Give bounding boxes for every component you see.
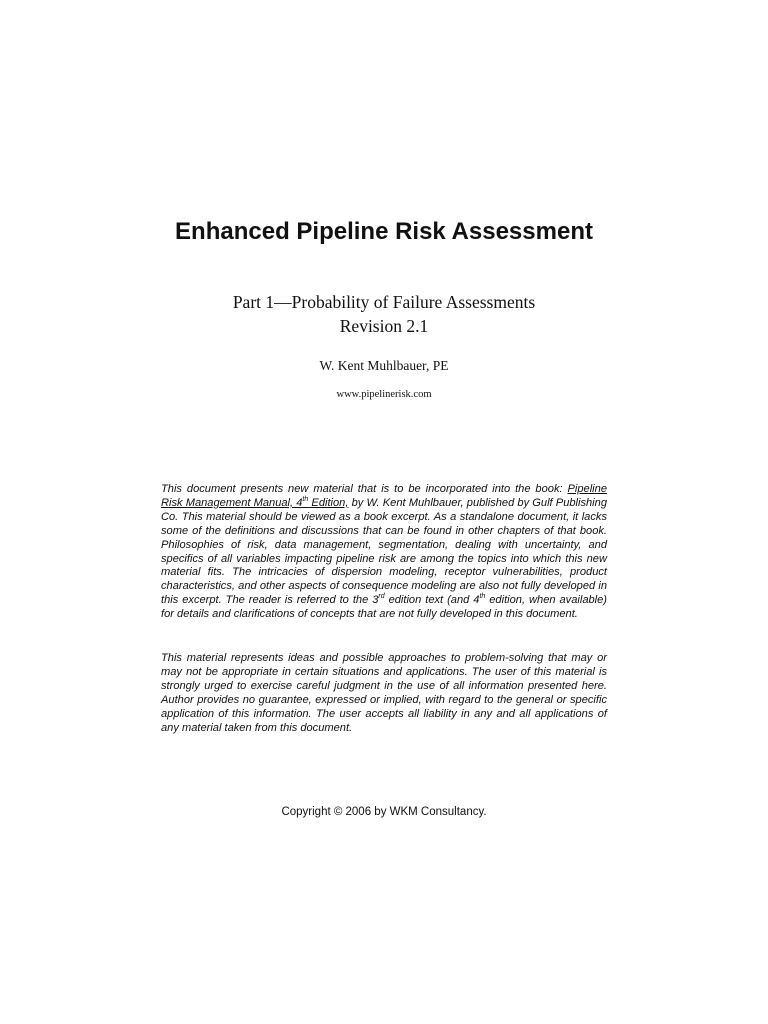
document-title: Enhanced Pipeline Risk Assessment <box>175 218 593 245</box>
paragraph-middle: edition text (and 4 <box>384 594 480 607</box>
author-name: W. Kent Muhlbauer, PE <box>319 358 449 373</box>
paragraph-body: by W. Kent Muhlbauer, published by Gulf Publishing Co. This material should be viewed as a book excerpt. As a standalone document, it lacks some of the definitions and discussions that can be found in other chapters of that book. Philosophies of risk, data management, segmentation, dealing with uncertainty, and specifics of all variables impacting pipeline risk are among the topics into which this new material fits. The intricacies of dispersion modeling, receptor vulnerabilities, product characteristics, and other aspects of consequence modeling are also not fully developed in this excerpt. The reader is referred to the 3 <box>161 496 607 607</box>
paragraph-end: edition, when available) for details and clarifications of concepts that are not fully developed in this document. <box>161 594 607 621</box>
book-title-text: Pipeline Risk Management Manual, 4 <box>161 483 607 509</box>
subtitle-revision: Revision 2.1 <box>339 316 429 336</box>
book-title-end: Edition, <box>308 496 349 509</box>
superscript-rd: rd <box>378 593 385 601</box>
book-title-superscript: th <box>302 495 309 503</box>
intro-text: This document presents new material that is to be incorporated into the book: <box>161 483 568 495</box>
document-subtitle <box>0 290 768 338</box>
subtitle-part: Part 1—Probability of Failure Assessments <box>232 292 536 312</box>
superscript-th: th <box>479 593 486 601</box>
disclaimer-paragraph: This material represents ideas and possible approaches to problem-solving that may or may not be appropriate in certain situations and applications. The user of this material is strongly urged to exercise careful judgment in the use of all information presented here. Author provides no guarantee, expressed or implied, with regard to the general or specific application of this information. The user accepts all liability in any and all applications of any material taken from this document. <box>161 652 607 734</box>
intro-paragraph <box>161 483 607 622</box>
website-link[interactable]: www.pipelinerisk.com <box>336 389 432 400</box>
copyright-notice: Copyright © 2006 by WKM Consultancy. <box>281 806 487 818</box>
